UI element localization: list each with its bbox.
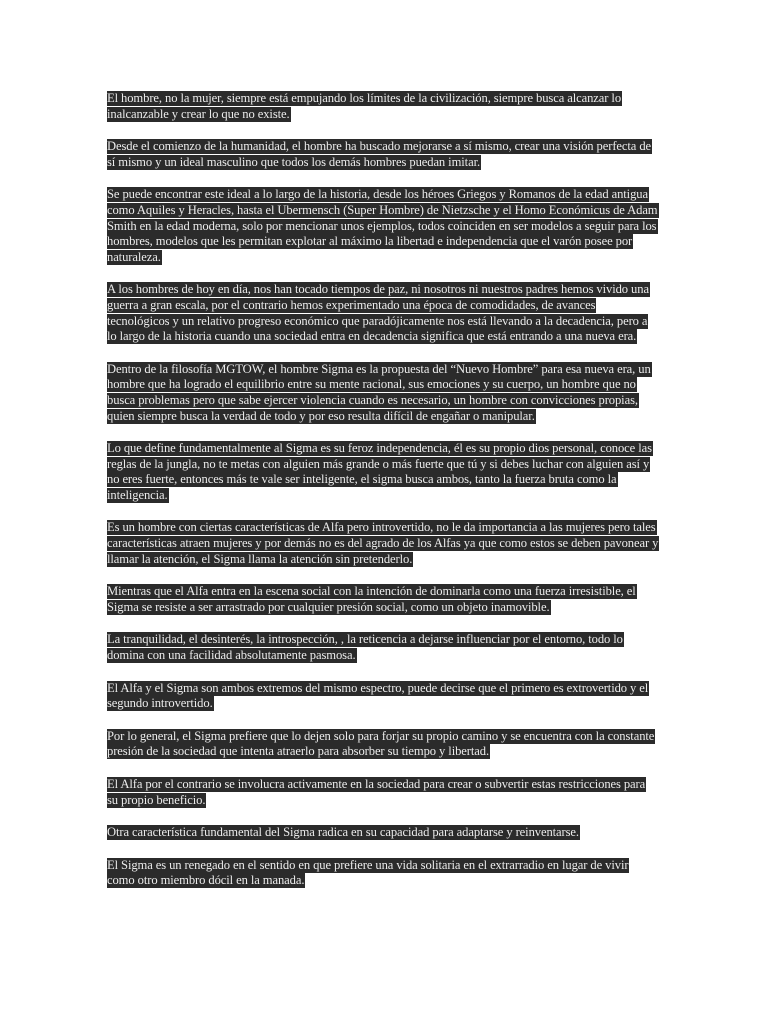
paragraph-3-text: Se puede encontrar este ideal a lo largo de la historia, desde los héroes Griegos y Romanos de la edad antigua como Aquiles y Heracles, hasta el Ubermensch (Super Hombre) de Nietzsche y el Homo Económicus de Adam Smith en la edad moderna, solo por mencionar unos ejemplos, todos coinciden en ser modelos a seguir para los hombres, modelos que les permitan explotar al máximo la libertad e independencia que el varón posee por naturaleza. bbox=[107, 187, 658, 264]
paragraph-7-text: Es un hombre con ciertas características de Alfa pero introvertido, no le da importancia a las mujeres pero tales características atraen mujeres y por demás no es del agrado de los Alfas ya que como estos se deben pavonear y llamar la atención, el Sigma llama la atención sin pretenderlo. bbox=[107, 520, 659, 566]
paragraph-8-text: Mientras que el Alfa entra en la escena social con la intención de dominarla como una fuerza irresistible, el Sigma se resiste a ser arrastrado por cualquier presión social, como un objeto inamovible. bbox=[107, 584, 636, 614]
paragraph-4-text: A los hombres de hoy en día, nos han tocado tiempos de paz, ni nosotros ni nuestros padres hemos vivido una guerra a gran escala, por el contrario hemos experimentado una época de comodidades, de avances tecnológicos y un relativo progreso económico que paradójicamente nos está llevando a la decadencia, pero a lo largo de la historia cuando una sociedad entra en decadencia significa que está entrando a una nueva era. bbox=[107, 282, 649, 344]
paragraph-14-text: El Sigma es un renegado en el sentido en que prefiere una vida solitaria en el extrarradio en lugar de vivir como otro miembro dócil en la manada. bbox=[107, 857, 629, 888]
paragraph-9-text: La tranquilidad, el desinterés, la introspección, , la reticencia a dejarse influenciar por el entorno, todo lo domina con una facilidad absolutamente pasmosa. bbox=[107, 632, 623, 663]
paragraph-6 bbox=[107, 441, 659, 503]
paragraph-3 bbox=[107, 187, 659, 265]
paragraph-10-text: El Alfa y el Sigma son ambos extremos del mismo espectro, puede decirse que el primero es extrovertido y el segundo introvertido. bbox=[107, 680, 649, 711]
paragraph-11 bbox=[107, 729, 659, 760]
paragraph-4 bbox=[107, 282, 659, 344]
paragraph-13-text: Otra característica fundamental del Sigma radica en su capacidad para adaptarse y reinventarse. bbox=[107, 825, 579, 840]
paragraph-1 bbox=[107, 91, 659, 122]
paragraph-9 bbox=[107, 632, 659, 663]
paragraph-13 bbox=[107, 825, 659, 841]
paragraph-1-text: El hombre, no la mujer, siempre está empujando los límites de la civilización, siempre busca alcanzar lo inalcanzable y crear lo que no existe. bbox=[107, 91, 622, 121]
paragraph-8 bbox=[107, 584, 659, 615]
paragraph-2-text: Desde el comienzo de la humanidad, el hombre ha buscado mejorarse a sí mismo, crear una visión perfecta de sí mismo y un ideal masculino que todos los demás hombres puedan imitar. bbox=[107, 139, 652, 169]
paragraph-12-text: El Alfa por el contrario se involucra activamente en la sociedad para crear o subvertir estas restricciones para su propio beneficio. bbox=[107, 777, 646, 807]
paragraph-2 bbox=[107, 139, 659, 170]
paragraph-14 bbox=[107, 858, 659, 889]
paragraph-12 bbox=[107, 777, 659, 808]
paragraph-7 bbox=[107, 520, 659, 567]
paragraph-6-text: Lo que define fundamentalmente al Sigma es su feroz independencia, él es su propio dios personal, conoce las reglas de la jungla, no te metas con alguien más grande o más fuerte que tú y si debes luchar con alguien así y no eres fuerte, entonces más te vale ser inteligente, el sigma busca ambos, tanto la fuerza bruta como la inteligencia. bbox=[107, 441, 652, 502]
document-page bbox=[107, 91, 659, 906]
paragraph-10 bbox=[107, 681, 659, 712]
paragraph-5-text: Dentro de la filosofía MGTOW, el hombre Sigma es la propuesta del “Nuevo Hombre” para esa nueva era, un hombre que ha logrado el equilibrio entre su mente racional, sus emociones y su cuerpo, un hombre que no busca problemas pero que sabe ejercer violencia cuando es necesario, un hombre con convicciones propias, quien siempre busca la verdad de todo y por eso resulta difícil de engañar o manipular. bbox=[107, 361, 651, 423]
paragraph-11-text: Por lo general, el Sigma prefiere que lo dejen solo para forjar su propio camino y se encuentra con la constante presión de la sociedad que intenta atraerlo para absorber su tiempo y libertad. bbox=[107, 728, 655, 759]
paragraph-5 bbox=[107, 362, 659, 424]
